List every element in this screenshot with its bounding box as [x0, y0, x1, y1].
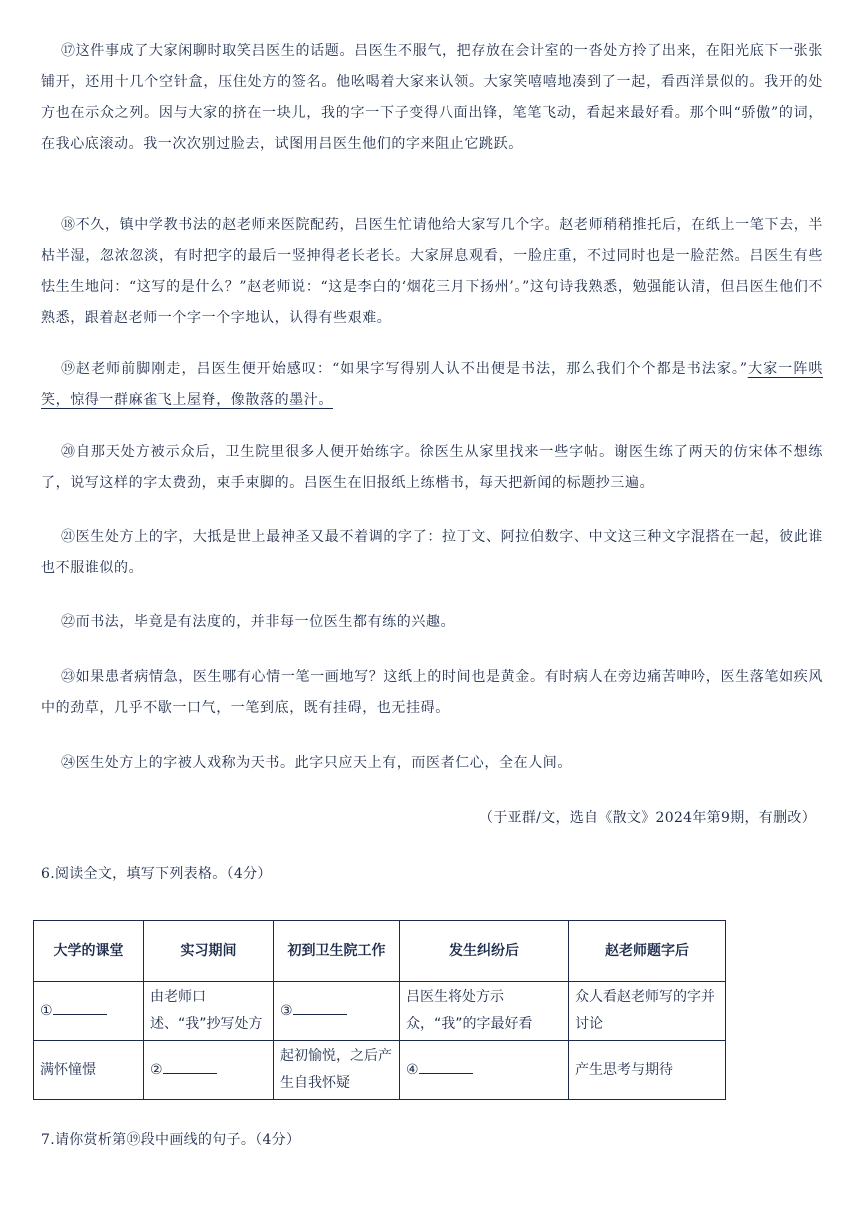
answer-blank[interactable] — [163, 1059, 217, 1074]
table-header-cell: 实习期间 — [144, 921, 274, 982]
answer-blank[interactable] — [53, 1000, 107, 1015]
source-citation: （于亚群/文，选自《散文》2024年第9期，有删改） — [478, 810, 816, 826]
paragraph-17: ⑰这件事成了大家闲聊时取笑吕医生的话题。吕医生不服气，把存放在会计室的一沓处方拎了出来，在阳光底下一张张铺开，还用十几个空针盒，压住处方的签名。他吆喝着大家来认领。大家笑嘻嘻地凑到了一起，看西洋景似的。我开的处方也在示众之列。因与大家的挤在一块儿，我的字一下子变得八面出锋，笔笔飞动，看起来最好看。那个叫“骄傲”的词，在我心底滚动。我一次次别过脸去，试图用吕医生他们的字来阻止它跳跃。 — [41, 43, 823, 152]
question-6: 6.阅读全文，填写下列表格。（4分） — [41, 866, 272, 882]
underlined-sentence: 大家一阵哄笑，惊得一群麻雀飞上屋脊，像散落的墨汁。 — [41, 361, 824, 408]
table-header-cell: 大学的课堂 — [34, 921, 144, 982]
paragraph-18: ⑱不久，镇中学教书法的赵老师来医院配药，吕医生忙请他给大家写几个字。赵老师稍稍推托后，在纸上一笔下去，半枯半湿，忽浓忽淡，有时把字的最后一竖抻得老长老长。大家屏息观看，一脸庄重，不过同时也是一脸茫然。吕医生有些怯生生地问：“这写的是什么？”赵老师说：“这是李白的‘烟花三月下扬州’。”这句诗我熟悉，勉强能认清，但吕医生他们不熟悉，跟着赵老师一个字一个字地认，认得有些艰难。 — [41, 217, 823, 326]
paragraph-19-text: ⑲赵老师前脚刚走，吕医生便开始感叹：“如果字写得别人认不出便是书法，那么我们个个都是书法家。” — [61, 361, 748, 377]
paragraph-19 — [41, 354, 823, 416]
blank-label: ① — [40, 1002, 53, 1019]
paragraph-21: ㉑医生处方上的字，大抵是世上最神圣又最不着调的字了：拉丁文、阿拉伯数字、中文这三种文字混搭在一起，彼此谁也不服谁似的。 — [41, 529, 823, 576]
table-row — [34, 982, 726, 1041]
table-cell: 由老师口述、“我”抄写处方 — [144, 982, 274, 1041]
table-cell: 吕医生将处方示众，“我”的字最好看 — [400, 982, 569, 1041]
table-cell-blank-1[interactable] — [34, 982, 144, 1041]
blank-label: ④ — [406, 1061, 419, 1078]
table-cell-blank-2[interactable] — [144, 1041, 274, 1100]
paragraph-22: ㉒而书法，毕竟是有法度的，并非每一位医生都有练的兴趣。 — [61, 614, 456, 630]
table-cell: 众人看赵老师写的字并讨论 — [569, 982, 726, 1041]
table-header-row — [34, 921, 726, 982]
answer-table — [33, 920, 726, 1100]
table-header-cell: 发生纠纷后 — [400, 921, 569, 982]
table-cell-blank-4[interactable] — [400, 1041, 569, 1100]
table-cell: 起初愉悦，之后产生自我怀疑 — [274, 1041, 400, 1100]
table-header-cell: 赵老师题字后 — [569, 921, 726, 982]
table-cell: 产生思考与期待 — [569, 1041, 726, 1100]
blank-label: ② — [150, 1061, 163, 1078]
table-row — [34, 1041, 726, 1100]
answer-blank[interactable] — [419, 1059, 473, 1074]
paragraph-20: ⑳自那天处方被示众后，卫生院里很多人便开始练字。徐医生从家里找来一些字帖。谢医生练了两天的仿宋体不想练了，说写这样的字太费劲，束手束脚的。吕医生在旧报纸上练楷书，每天把新闻的标题抄三遍。 — [41, 444, 823, 491]
table-cell: 满怀憧憬 — [34, 1041, 144, 1100]
paragraph-23: ㉓如果患者病情急，医生哪有心情一笔一画地写？这纸上的时间也是黄金。有时病人在旁边痛苦呻吟，医生落笔如疾风中的劲草，几乎不歇一口气，一笔到底，既有挂碍，也无挂碍。 — [41, 669, 823, 716]
paragraph-24: ㉔医生处方上的字被人戏称为天书。此字只应天上有，而医者仁心，全在人间。 — [61, 755, 572, 771]
answer-blank[interactable] — [293, 1000, 347, 1015]
blank-label: ③ — [280, 1002, 293, 1019]
table-header-cell: 初到卫生院工作 — [274, 921, 400, 982]
question-7: 7.请你赏析第⑲段中画线的句子。（4分） — [41, 1132, 301, 1148]
table-cell-blank-3[interactable] — [274, 982, 400, 1041]
